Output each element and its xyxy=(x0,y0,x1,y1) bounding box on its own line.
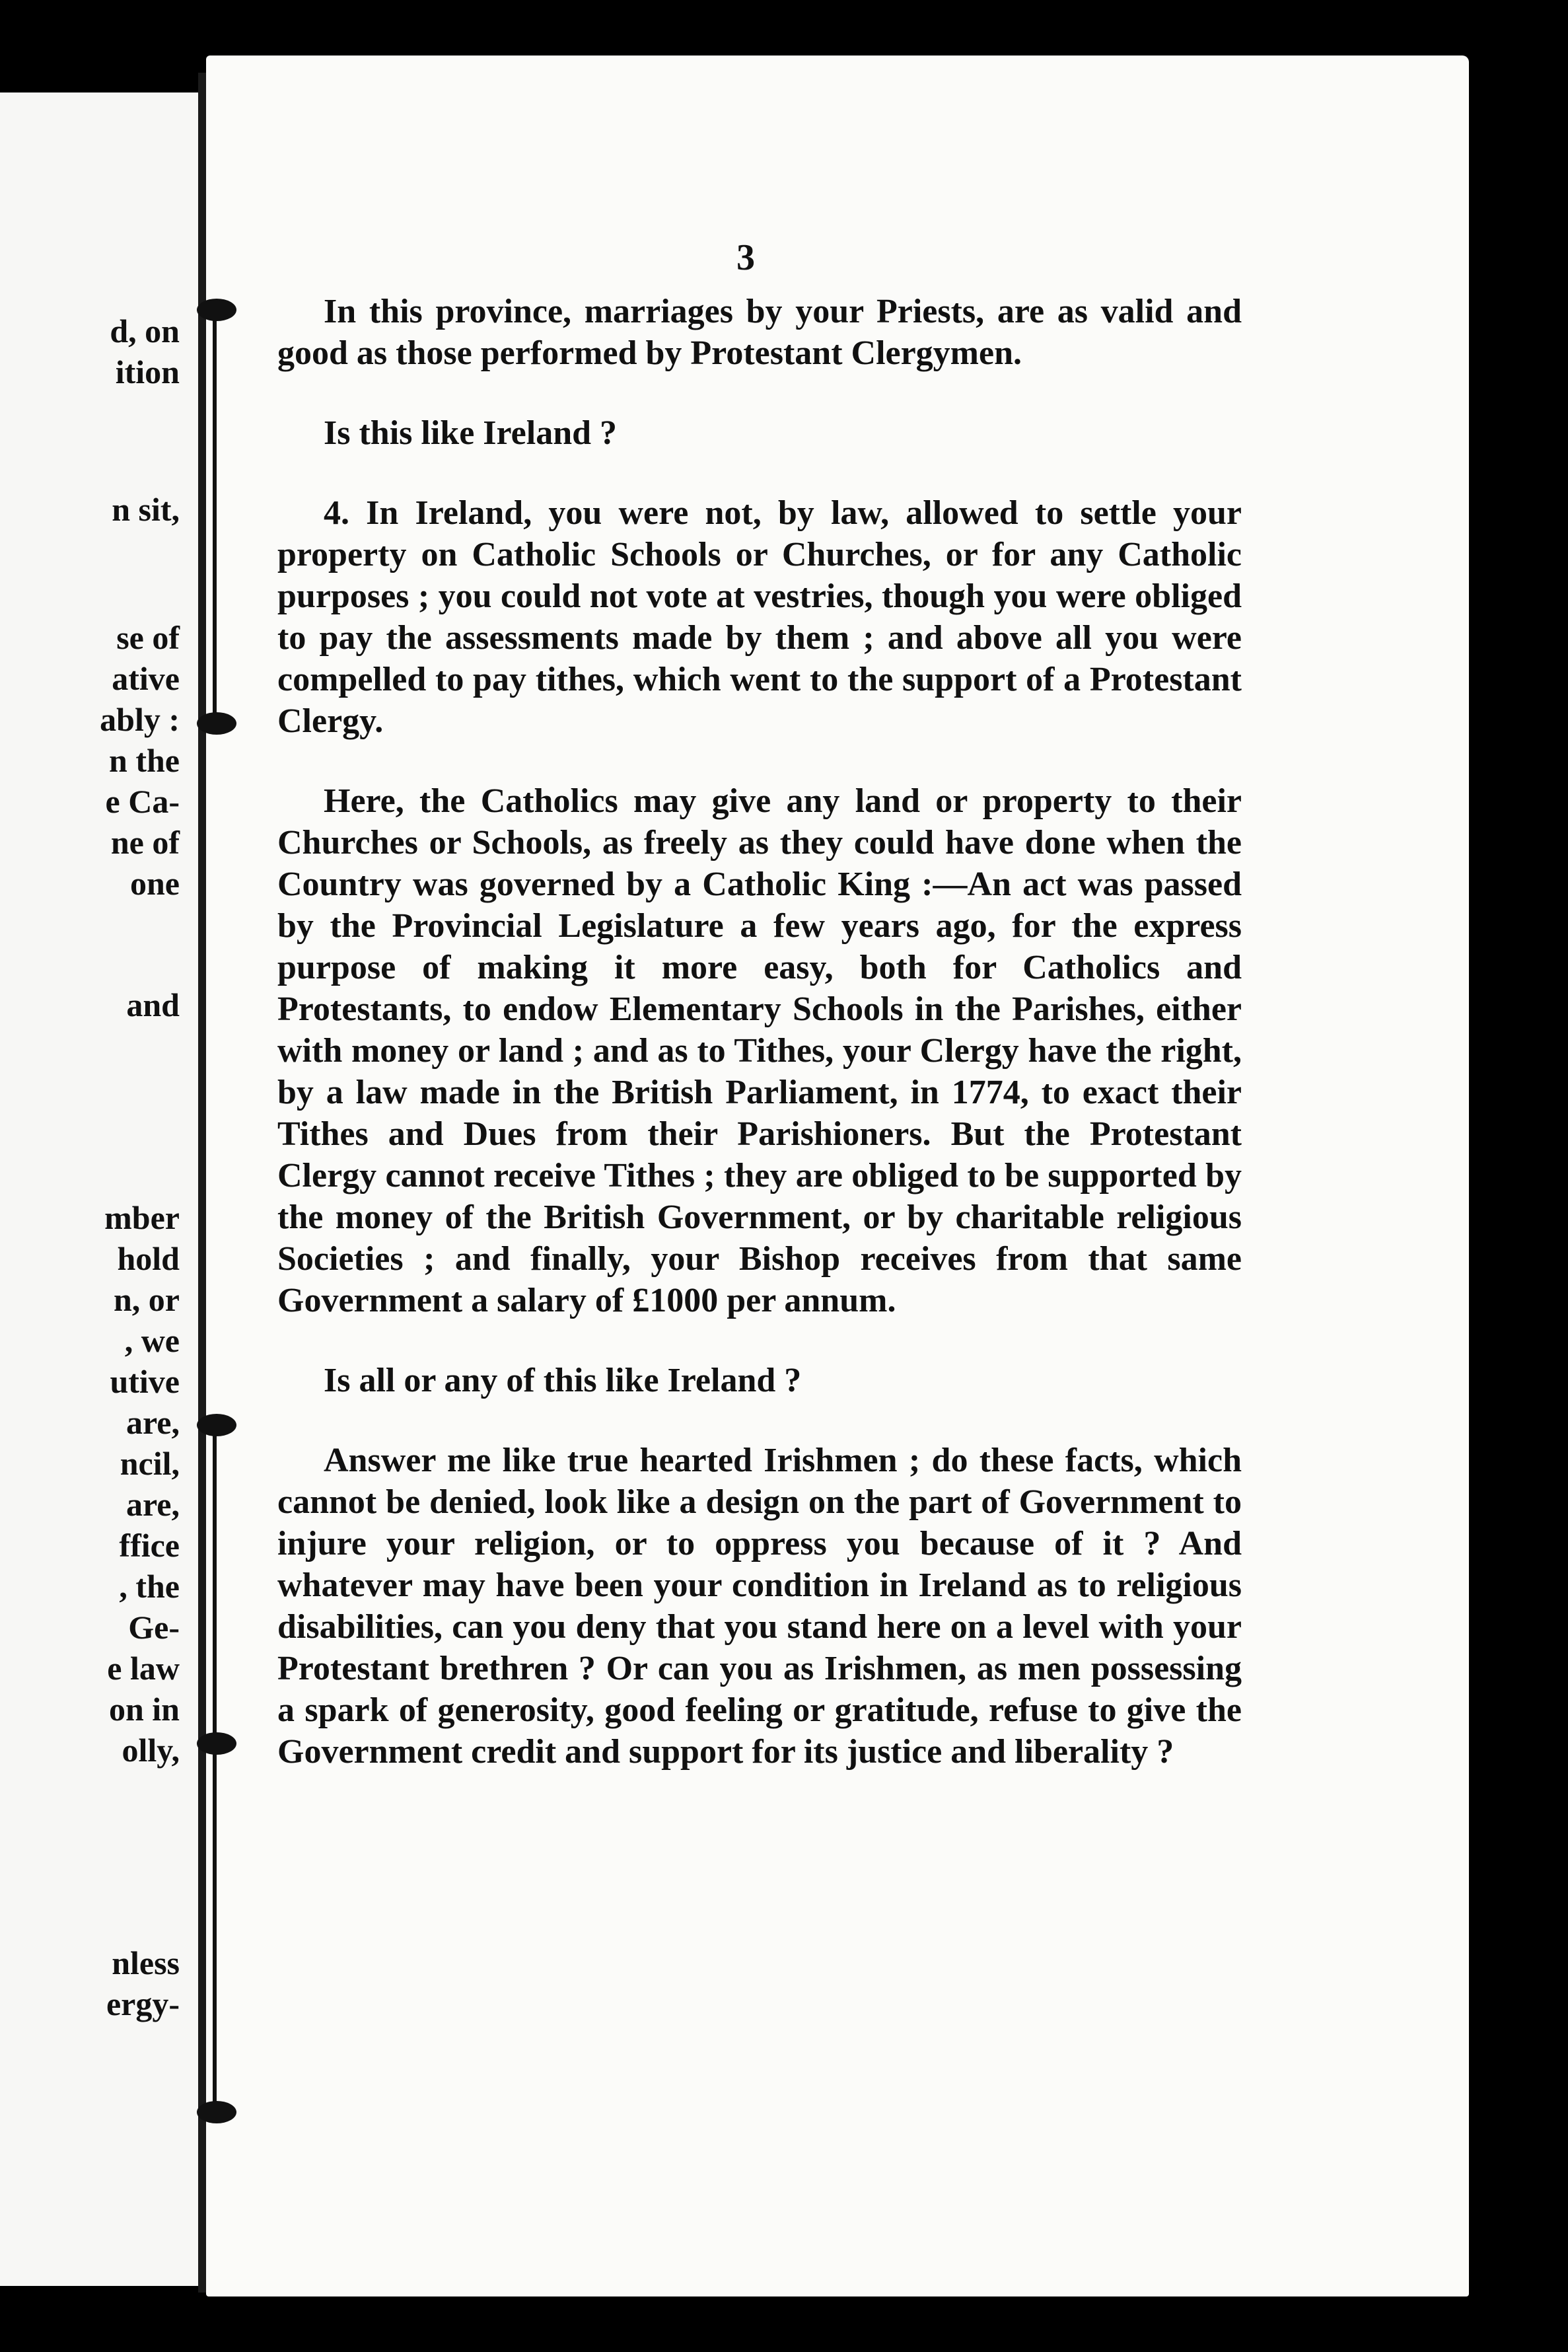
paragraph: In this province, marriages by your Priests, are as valid and good as those performed by Protestant Clergymen. xyxy=(277,293,1242,372)
binding-thread xyxy=(213,1427,217,2121)
fragment-line: are, xyxy=(126,1486,180,1523)
fragment-line: olly, xyxy=(122,1732,180,1769)
page-number: 3 xyxy=(736,237,755,278)
fragment-line: e Ca- xyxy=(105,783,180,820)
fragment-line: n, or xyxy=(114,1281,180,1318)
body-text xyxy=(277,291,1242,1811)
fragment-line: utive xyxy=(110,1363,180,1400)
fragment-line: hold xyxy=(117,1240,180,1277)
binding-knot xyxy=(197,2101,236,2123)
binding-knot xyxy=(197,299,236,321)
fragment-line: ncil, xyxy=(120,1445,180,1482)
fragment-line: one xyxy=(130,865,180,902)
fragment-line: , we xyxy=(124,1322,180,1359)
fragment-line: nless xyxy=(112,1944,180,1981)
fragment-line: mber xyxy=(104,1199,180,1236)
fragment-line: d, on xyxy=(110,312,180,349)
fragment-line: ative xyxy=(112,660,180,697)
binding-knot xyxy=(197,1732,236,1755)
facing-page-fragment xyxy=(0,92,198,2286)
fragment-line: ne of xyxy=(110,824,180,861)
fragment-line: e law xyxy=(107,1650,180,1687)
binding-thread xyxy=(213,311,217,727)
fragment-line: on in xyxy=(108,1691,180,1728)
fragment-line: n the xyxy=(109,742,180,779)
fragment-line: n sit, xyxy=(112,491,180,528)
fragment-line: ergy- xyxy=(106,1985,180,2022)
paragraph: 4. In Ireland, you were not, by law, allowed to settle your property on Catholic Schools or Churches, or for any Catholic purposes ; you could not vote at vestries, though you were obliged to pay the assessments made by them ; and above all you were compelled to pay tithes, which went to the support of a Protestant Clergy. xyxy=(277,494,1242,740)
question: Is all or any of this like Ireland ? xyxy=(324,1362,802,1399)
fragment-line: are, xyxy=(126,1404,180,1441)
fragment-line: Ge- xyxy=(128,1609,180,1646)
paragraph: Answer me like true hearted Irishmen ; do these facts, which cannot be denied, look like a design on the part of Government to injure your religion, or to oppress you because of it ? And whatever may have been your condition in Ireland as to religious disabilities, can you deny that you stand here on a level with your Protestant brethren ? Or can you as Irishmen, as men possessing a spark of generosity, good feeling or gratitude, refuse to give the Government credit and support for its justice and liberality ? xyxy=(277,1442,1242,1771)
binding-spine xyxy=(198,73,206,2293)
binding-knot xyxy=(197,712,236,735)
question: Is this like Ireland ? xyxy=(324,414,618,452)
paragraph: Here, the Catholics may give any land or property to their Churches or Schools, as freely as they could have done when the Country was governed by a Catholic King :—An act was passed by the Provincial Legislature a few years ago, for the express purpose of making it more easy, both for Catholics and Protestants, to endow Elementary Schools in the Parishes, either with money or land ; and as to Tithes, your Clergy have the right, by a law made in the British Parliament, in 1774, to exact their Tithes and Dues from their Parishioners. But the Protestant Clergy cannot receive Tithes ; they are obliged to be supported by the money of the British Government, or by charitable religious Societies ; and finally, your Bishop receives from that same Government a salary of £1000 per annum. xyxy=(277,782,1242,1319)
fragment-line: se of xyxy=(116,619,180,656)
fragment-line: , the xyxy=(119,1568,180,1605)
fragment-line: and xyxy=(126,986,180,1023)
fragment-line: ition xyxy=(115,353,180,390)
fragment-line: ably : xyxy=(100,701,180,738)
fragment-line: ffice xyxy=(119,1527,180,1564)
binding-knot xyxy=(197,1414,236,1436)
